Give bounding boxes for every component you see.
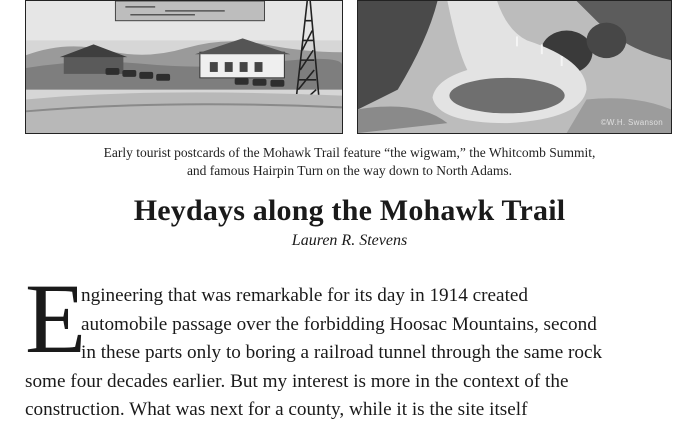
postcard-photo-summit <box>25 0 343 134</box>
body-line: ngineering that was remarkable for its day in 1914 created <box>81 285 529 306</box>
figure-caption <box>0 144 699 180</box>
article-title: Heydays along the Mohawk Trail <box>133 194 566 227</box>
article-body <box>25 282 697 425</box>
postcard-photo-hairpin-turn <box>357 0 672 134</box>
hairpin-illustration <box>358 1 671 133</box>
body-line: some four decades earlier. But my interest is more in the context of the <box>25 370 569 392</box>
summit-illustration <box>26 1 342 133</box>
article-author: Lauren R. Stevens <box>291 232 408 249</box>
drop-cap: E <box>25 263 87 374</box>
caption-line: Early tourist postcards of the Mohawk Trail feature “the wigwam,” the Whitcomb Summit, <box>103 145 596 160</box>
body-line: automobile passage over the forbidding Hoosac Mountains, second <box>81 313 597 335</box>
caption-line: and famous Hairpin Turn on the way down to North Adams. <box>186 163 513 178</box>
body-line: construction. What was next for a county, while it is the site itself <box>25 399 528 420</box>
body-line: in these parts only to boring a railroad tunnel through the same rock <box>81 342 603 363</box>
photo-watermark: ©W.H. Swanson <box>600 118 663 127</box>
